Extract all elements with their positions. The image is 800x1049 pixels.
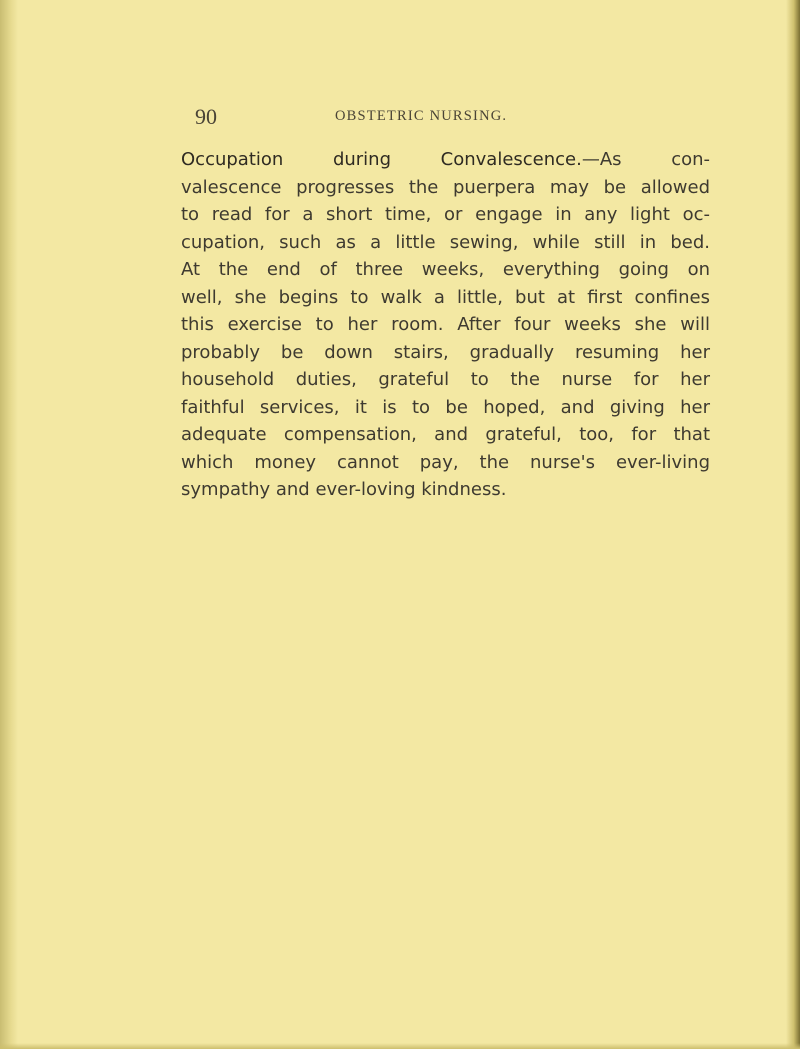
page-bottom-edge xyxy=(0,1043,800,1049)
paragraph-line: cupation, such as a little sewing, while still in bed. xyxy=(181,231,710,253)
section-heading: Occupation during Convalescence. xyxy=(181,149,582,170)
paragraph-line-last: sympathy and ever-loving kindness. xyxy=(181,479,507,500)
paragraph-line: valescence progresses the puerpera may be allowed xyxy=(181,176,710,198)
paragraph-line: household duties, grateful to the nurse for her xyxy=(181,369,710,390)
paragraph-line-text: —As con- xyxy=(581,149,711,170)
paragraph-line: to read for a short time, or engage in any light oc- xyxy=(181,204,710,225)
running-head: OBSTETRIC NURSING. xyxy=(335,108,508,124)
page-stack-edge xyxy=(786,0,800,1049)
paragraph-line: well, she begins to walk a little, but at first confines xyxy=(181,286,710,308)
paragraph-line: probably be down stairs, gradually resuming her xyxy=(181,341,710,363)
paragraph-line: faithful services, it is to be hoped, and giving her xyxy=(181,396,710,418)
paragraph-line: adequate compensation, and grateful, too, for that xyxy=(181,424,710,445)
page-number: 90 xyxy=(195,104,217,129)
paragraph-line: this exercise to her room. After four weeks she will xyxy=(181,314,710,335)
page-binding-shadow xyxy=(0,0,18,1049)
page-header xyxy=(195,104,705,134)
paragraph-line: At the end of three weeks, everything going on xyxy=(181,259,710,280)
paragraph-line: which money cannot pay, the nurse's ever-living xyxy=(181,451,710,473)
paragraph-line-1 xyxy=(181,146,710,174)
body-paragraph xyxy=(181,146,710,504)
